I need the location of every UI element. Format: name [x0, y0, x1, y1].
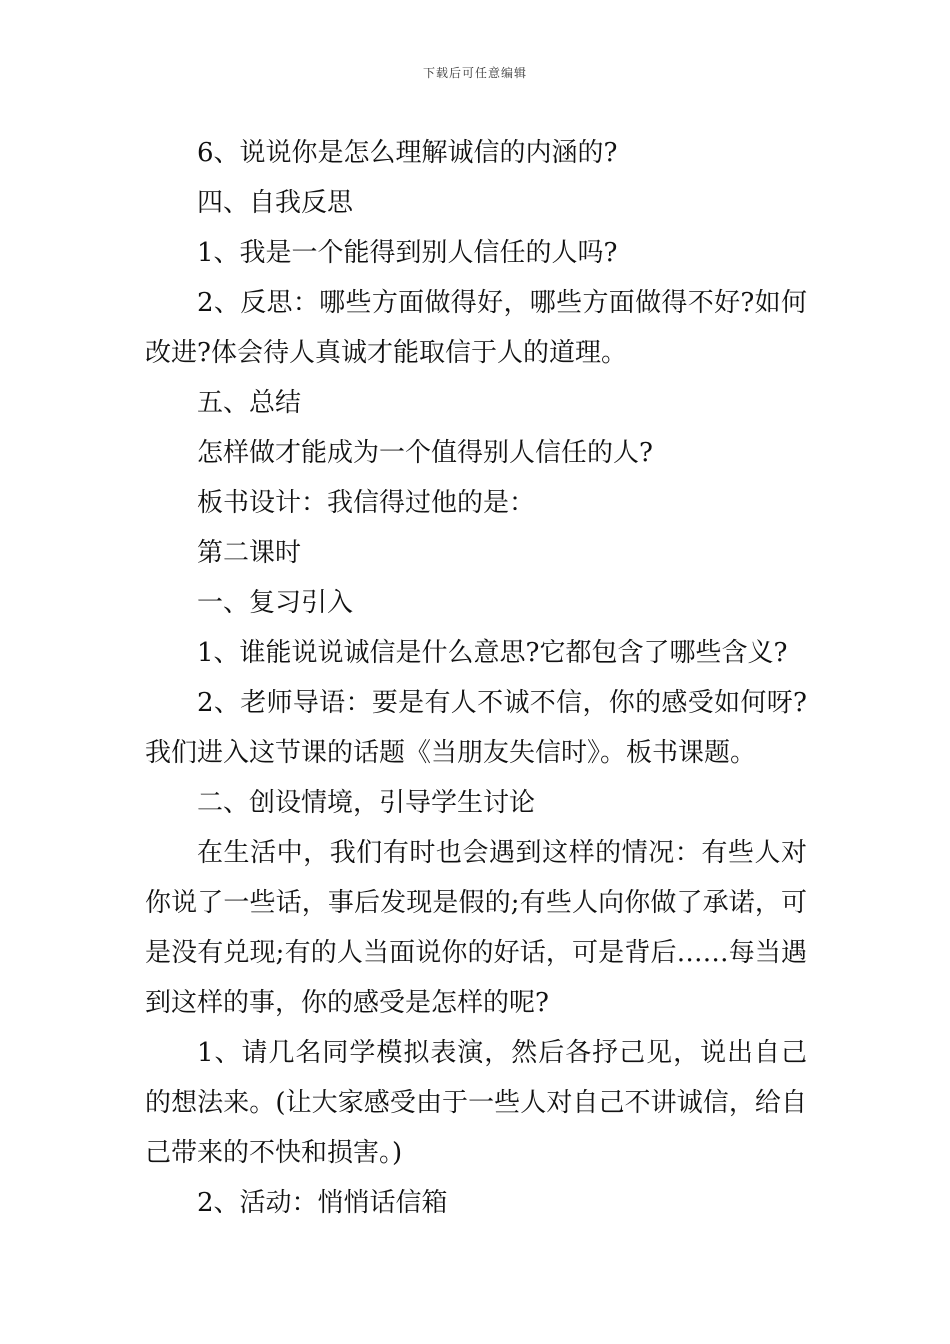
paragraph-board-design: 板书设计：我信得过他的是：: [197, 488, 536, 518]
document-body: [145, 128, 807, 1228]
paragraph-reflection-1: 1、我是一个能得到别人信任的人吗?: [197, 238, 618, 268]
paragraph-activity-2: 2、活动：悄悄话信箱: [197, 1188, 448, 1218]
heading-second-lesson: 第二课时: [197, 538, 302, 568]
page-header: 下载后可任意编辑: [422, 66, 527, 80]
heading-review-intro: 一、复习引入: [197, 588, 354, 618]
heading-summary: 五、总结: [197, 388, 302, 418]
paragraph-summary: 怎样做才能成为一个值得别人信任的人?: [197, 438, 653, 468]
paragraph-activity-1: 1、请几名同学模拟表演，然后各抒己见，说出自己的想法来。(让大家感受由于一些人对自己不讲诚信，给自己带来的不快和损害。): [145, 1038, 807, 1168]
paragraph-question-6: 6、说说你是怎么理解诚信的内涵的?: [197, 138, 618, 168]
paragraph-reflection-2: 2、反思：哪些方面做得好，哪些方面做得不好?如何改进?体会待人真诚才能取信于人的道理。: [145, 288, 807, 368]
paragraph-review-2: 2、老师导语：要是有人不诚不信，你的感受如何呀?我们进入这节课的话题《当朋友失信时》。板书课题。: [145, 688, 807, 768]
heading-self-reflection: 四、自我反思: [197, 188, 354, 218]
paragraph-review-1: 1、谁能说说诚信是什么意思?它都包含了哪些含义?: [197, 638, 788, 668]
heading-create-situation: 二、创设情境，引导学生讨论: [197, 788, 536, 818]
paragraph-situation: 在生活中，我们有时也会遇到这样的情况：有些人对你说了一些话，事后发现是假的;有些人向你做了承诺，可是没有兑现;有的人当面说你的好话，可是背后……每当遇到这样的事，你的感受是怎样的呢?: [145, 838, 807, 1018]
